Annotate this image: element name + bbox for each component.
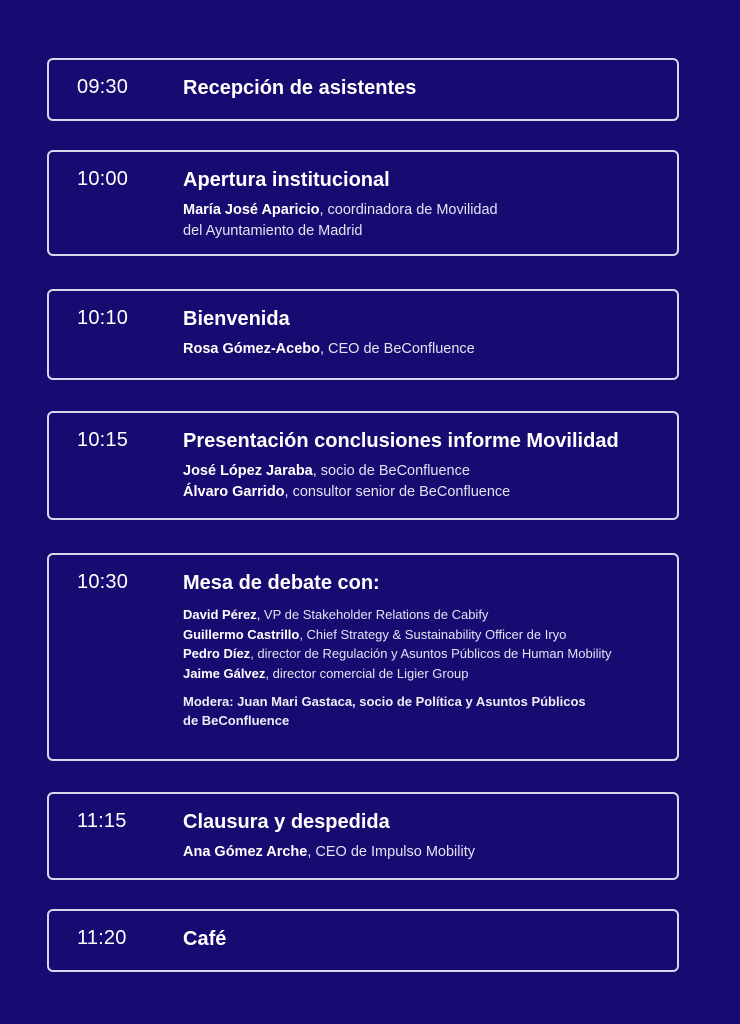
session-title: Mesa de debate con:	[183, 572, 380, 594]
speaker-role: , socio de BeConfluence	[312, 463, 470, 479]
agenda-item	[47, 289, 679, 380]
agenda-item	[47, 150, 679, 256]
speaker-list	[183, 200, 665, 242]
speaker-role: del Ayuntamiento de Madrid	[183, 223, 363, 239]
speaker-name: María José Aparicio	[183, 202, 320, 218]
session-title: Recepción de asistentes	[183, 77, 417, 99]
speaker-line	[183, 644, 665, 664]
agenda-item	[47, 553, 679, 761]
session-time: 10:00	[77, 168, 129, 190]
speaker-name: David Pérez	[183, 607, 257, 622]
speaker-line	[183, 461, 665, 482]
speaker-line	[183, 605, 665, 625]
speaker-line	[183, 625, 665, 645]
speaker-role: , CEO de Impulso Mobility	[307, 844, 475, 860]
speaker-line	[183, 339, 665, 360]
speaker-list	[183, 339, 665, 360]
session-title: Presentación conclusiones informe Movilidad	[183, 430, 619, 452]
session-time: 10:30	[77, 571, 129, 593]
speaker-name: Ana Gómez Arche	[183, 844, 308, 860]
session-time: 10:15	[77, 429, 129, 451]
speaker-line	[183, 200, 665, 221]
speaker-role: , VP de Stakeholder Relations de Cabify	[256, 607, 489, 622]
agenda-item	[47, 792, 679, 880]
session-title: Bienvenida	[183, 308, 290, 330]
speaker-role: , Chief Strategy & Sustainability Officer de Iryo	[299, 626, 567, 642]
moderator-line: Modera: Juan Mari Gastaca, socio de Política y Asuntos Públicos	[183, 694, 586, 709]
speaker-role: , director de Regulación y Asuntos Públicos de Human Mobility	[250, 646, 612, 661]
speaker-name: Guillermo Castrillo	[183, 626, 300, 642]
speaker-name: José López Jaraba	[183, 463, 313, 479]
speaker-name: Rosa Gómez-Acebo	[183, 341, 320, 357]
speaker-list	[183, 605, 665, 683]
agenda-item	[47, 909, 679, 972]
session-time: 11:20	[77, 927, 127, 949]
session-time: 11:15	[77, 810, 127, 832]
moderator-line: de BeConfluence	[183, 713, 290, 728]
speaker-line	[183, 221, 665, 242]
session-time: 09:30	[77, 76, 129, 98]
speaker-line	[183, 842, 665, 863]
speaker-list	[183, 461, 665, 503]
speaker-role: , CEO de BeConfluence	[319, 341, 475, 357]
session-title: Apertura institucional	[183, 169, 390, 191]
session-time: 10:10	[77, 307, 129, 329]
agenda-item	[47, 411, 679, 520]
speaker-role: , director comercial de Ligier Group	[265, 665, 469, 681]
speaker-list	[183, 842, 665, 863]
speaker-line	[183, 664, 665, 684]
moderator-text	[183, 692, 665, 730]
session-title: Clausura y despedida	[183, 811, 390, 833]
speaker-name: Álvaro Garrido	[183, 484, 285, 500]
session-title: Café	[183, 928, 227, 950]
speaker-role: , consultor senior de BeConfluence	[284, 484, 511, 500]
speaker-name: Jaime Gálvez	[183, 665, 266, 681]
speaker-role: , coordinadora de Movilidad	[319, 202, 498, 218]
agenda-item	[47, 58, 679, 121]
speaker-line	[183, 482, 665, 503]
speaker-name: Pedro Díez	[183, 646, 251, 661]
